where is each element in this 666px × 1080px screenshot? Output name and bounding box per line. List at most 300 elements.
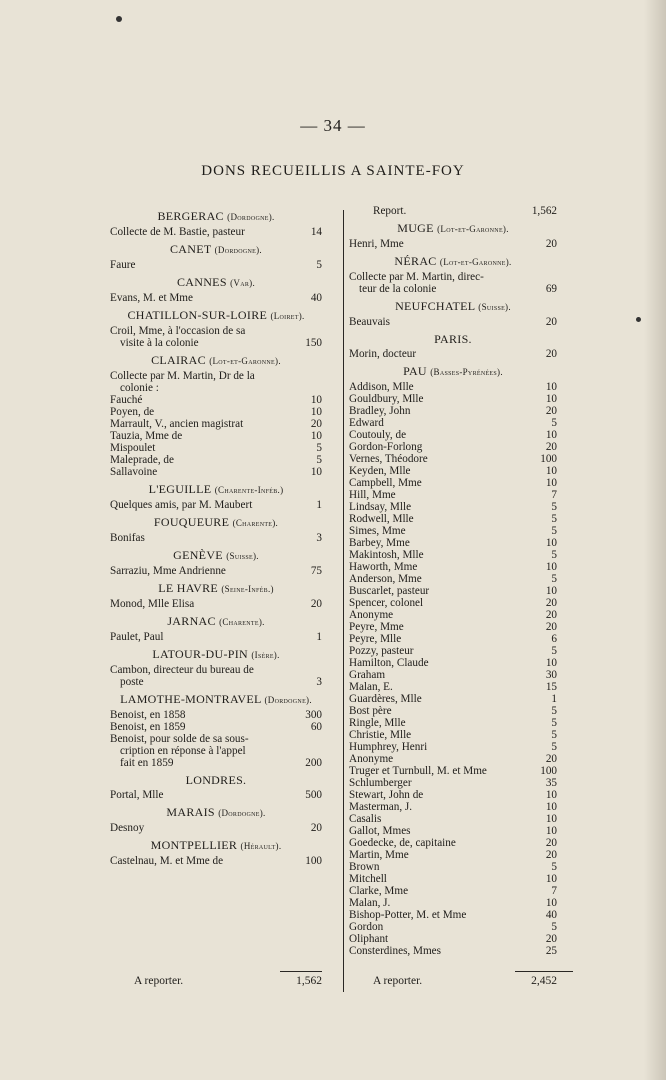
location-name: PAU bbox=[403, 364, 427, 378]
page-number: — 34 — bbox=[300, 116, 366, 135]
donor-name: Malan, J. bbox=[349, 897, 391, 909]
donor-name: Bonifas bbox=[110, 532, 145, 544]
donation-amount: 10 bbox=[545, 477, 557, 489]
donation-row bbox=[349, 453, 557, 465]
donor-name: Desnoy bbox=[110, 822, 145, 834]
donation-row bbox=[110, 226, 322, 238]
total-rule bbox=[280, 971, 322, 972]
donor-name: Mitchell bbox=[349, 873, 387, 885]
donation-row bbox=[349, 909, 557, 921]
donation-amount: 5 bbox=[551, 921, 557, 933]
location-heading bbox=[110, 242, 322, 257]
donor-name: Anonyme bbox=[349, 609, 394, 621]
region-name: (Charente). bbox=[232, 518, 279, 528]
donation-amount: 10 bbox=[545, 873, 557, 885]
donation-amount: 10 bbox=[545, 429, 557, 441]
donation-amount: 1,562 bbox=[531, 205, 557, 217]
donation-amount: 20 bbox=[545, 837, 557, 849]
donation-amount: 100 bbox=[540, 765, 557, 777]
ink-spot bbox=[116, 16, 122, 22]
region-name: (Charente). bbox=[219, 617, 265, 627]
donor-name: Graham bbox=[349, 669, 386, 681]
region-name: (Charente-Inféb.) bbox=[214, 485, 284, 495]
donor-name: Edward bbox=[349, 417, 384, 429]
donation-row bbox=[349, 597, 557, 609]
region-name: (Suisse). bbox=[226, 551, 259, 561]
donation-amount: 10 bbox=[545, 537, 557, 549]
region-name: (Suisse). bbox=[478, 302, 511, 312]
donation-row bbox=[349, 621, 557, 633]
donation-amount: 1 bbox=[551, 693, 557, 705]
donor-name-continued: poste bbox=[120, 676, 144, 688]
donation-amount: 5 bbox=[316, 259, 322, 271]
location-name: BERGERAC bbox=[157, 209, 224, 223]
donation-row bbox=[349, 381, 557, 393]
location-name: PARIS. bbox=[434, 332, 472, 346]
donation-row bbox=[349, 777, 557, 789]
donor-name: Portal, Mlle bbox=[110, 789, 164, 801]
region-name: (Hérault). bbox=[240, 841, 282, 851]
location-name: JARNAC bbox=[167, 614, 216, 628]
donor-name: Guardères, Mlle bbox=[349, 693, 422, 705]
donor-name: Poyen, de bbox=[110, 406, 155, 418]
donor-name: Lindsay, Mlle bbox=[349, 501, 412, 513]
donation-amount: 5 bbox=[316, 454, 322, 466]
donor-name: Beauvais bbox=[349, 316, 391, 328]
donation-amount: 20 bbox=[545, 405, 557, 417]
ink-spot bbox=[636, 317, 641, 322]
donation-row bbox=[349, 705, 557, 717]
donation-row bbox=[110, 466, 322, 478]
donation-row bbox=[349, 765, 557, 777]
donor-name-continued: visite à la colonie bbox=[120, 337, 199, 349]
donation-row bbox=[349, 561, 557, 573]
donor-name: Gordon bbox=[349, 921, 384, 933]
donation-row bbox=[349, 897, 557, 909]
donor-name: Buscarlet, pasteur bbox=[349, 585, 430, 597]
donation-row bbox=[110, 325, 322, 349]
donation-amount: 30 bbox=[545, 669, 557, 681]
donor-name: Gouldbury, Mlle bbox=[349, 393, 424, 405]
location-name: LATOUR-DU-PIN bbox=[152, 647, 249, 661]
donor-name: Haworth, Mme bbox=[349, 561, 418, 573]
donation-amount: 5 bbox=[551, 573, 557, 585]
donation-amount: 20 bbox=[545, 441, 557, 453]
donation-amount: 5 bbox=[551, 549, 557, 561]
donor-name: Hamilton, Claude bbox=[349, 657, 429, 669]
donor-name: Castelnau, M. et Mme de bbox=[110, 855, 224, 867]
donation-amount: 10 bbox=[545, 381, 557, 393]
donor-name: Schlumberger bbox=[349, 777, 412, 789]
donor-name: Sallavoine bbox=[110, 466, 158, 478]
donor-name: Stewart, John de bbox=[349, 789, 424, 801]
donation-amount: 150 bbox=[305, 337, 322, 349]
donation-amount: 40 bbox=[310, 292, 322, 304]
donor-name: Pozzy, pasteur bbox=[349, 645, 414, 657]
left-column bbox=[110, 205, 322, 867]
region-name: (Lot-et-Garonne). bbox=[209, 356, 281, 366]
donation-amount: 7 bbox=[551, 885, 557, 897]
location-heading bbox=[110, 308, 322, 323]
donor-name: Cambon, directeur du bureau de bbox=[110, 664, 254, 676]
donation-row bbox=[349, 885, 557, 897]
donation-amount: 20 bbox=[545, 609, 557, 621]
donation-amount: 10 bbox=[545, 657, 557, 669]
donor-name: Anderson, Mme bbox=[349, 573, 422, 585]
donor-name: Benoist, pour solde de sa sous- bbox=[110, 733, 249, 745]
region-name: (Dordogne). bbox=[214, 245, 262, 255]
donor-name: Hill, Mme bbox=[349, 489, 396, 501]
donation-amount: 35 bbox=[545, 777, 557, 789]
donor-name: Peyre, Mlle bbox=[349, 633, 402, 645]
donation-amount: 10 bbox=[545, 561, 557, 573]
donation-amount: 10 bbox=[545, 789, 557, 801]
location-heading bbox=[110, 275, 322, 290]
donation-row bbox=[349, 693, 557, 705]
donor-name: Morin, docteur bbox=[349, 348, 417, 360]
donor-name: Martin, Mme bbox=[349, 849, 409, 861]
donation-amount: 10 bbox=[545, 813, 557, 825]
donation-row bbox=[349, 645, 557, 657]
location-name: NÉRAC bbox=[394, 254, 437, 268]
donation-row bbox=[349, 393, 557, 405]
region-name: (Dordogne). bbox=[264, 695, 312, 705]
donation-amount: 300 bbox=[305, 709, 322, 721]
donation-row bbox=[110, 418, 322, 430]
location-heading bbox=[110, 353, 322, 368]
donation-amount: 10 bbox=[310, 466, 322, 478]
donation-amount: 5 bbox=[551, 741, 557, 753]
donation-row bbox=[349, 873, 557, 885]
donor-name: Bishop-Potter, M. et Mme bbox=[349, 909, 467, 921]
donation-row bbox=[349, 921, 557, 933]
donation-amount: 20 bbox=[310, 822, 322, 834]
donation-row bbox=[110, 532, 322, 544]
donation-amount: 10 bbox=[310, 430, 322, 442]
donation-amount: 20 bbox=[545, 238, 557, 250]
donor-name: Truger et Turnbull, M. et Mme bbox=[349, 765, 487, 777]
donor-name: Gordon-Forlong bbox=[349, 441, 423, 453]
location-name: FOUQUEURE bbox=[153, 515, 230, 529]
donation-row bbox=[349, 573, 557, 585]
donation-amount: 25 bbox=[545, 945, 557, 957]
location-heading bbox=[110, 614, 322, 629]
donation-amount: 6 bbox=[551, 633, 557, 645]
donor-name-continued: cription en réponse à l'appel bbox=[120, 745, 246, 757]
region-name: (Var). bbox=[230, 278, 255, 288]
donation-row bbox=[110, 664, 322, 688]
donation-amount: 10 bbox=[545, 897, 557, 909]
location-heading bbox=[110, 581, 322, 596]
column-divider bbox=[343, 210, 344, 992]
donor-name: Malan, E. bbox=[349, 681, 393, 693]
donation-row bbox=[110, 454, 322, 466]
donor-name-continued: fait en 1859 bbox=[120, 757, 174, 769]
region-name: (Isère). bbox=[251, 650, 280, 660]
donation-row bbox=[349, 549, 557, 561]
donation-row bbox=[349, 501, 557, 513]
donation-row bbox=[349, 348, 557, 360]
donor-name: Spencer, colonel bbox=[349, 597, 424, 609]
donation-row bbox=[349, 405, 557, 417]
donation-amount: 500 bbox=[305, 789, 322, 801]
donation-amount: 5 bbox=[551, 501, 557, 513]
location-name: CANET bbox=[170, 242, 212, 256]
donor-name: Croil, Mme, à l'occasion de sa bbox=[110, 325, 246, 337]
donation-amount: 20 bbox=[545, 348, 557, 360]
donation-row bbox=[110, 499, 322, 511]
donation-row bbox=[110, 721, 322, 733]
location-name: NEUFCHATEL bbox=[395, 299, 475, 313]
donation-row bbox=[110, 430, 322, 442]
donation-amount: 20 bbox=[310, 418, 322, 430]
donation-amount: 100 bbox=[305, 855, 322, 867]
donor-name: Goedecke, de, capitaine bbox=[349, 837, 456, 849]
donation-row bbox=[349, 513, 557, 525]
location-heading bbox=[349, 254, 557, 269]
donation-row bbox=[349, 825, 557, 837]
location-name: LE HAVRE bbox=[158, 581, 219, 595]
donor-name: Peyre, Mme bbox=[349, 621, 404, 633]
donor-name: Oliphant bbox=[349, 933, 389, 945]
location-name: MONTPELLIER bbox=[150, 838, 238, 852]
carry-forward-label: A reporter. bbox=[373, 975, 423, 987]
location-name: MARAIS bbox=[166, 805, 215, 819]
donation-amount: 20 bbox=[545, 753, 557, 765]
donor-name: Henri, Mme bbox=[349, 238, 404, 250]
donation-amount: 20 bbox=[545, 316, 557, 328]
donation-amount: 10 bbox=[310, 406, 322, 418]
donation-amount: 10 bbox=[545, 801, 557, 813]
donation-row bbox=[110, 855, 322, 867]
donor-name: Humphrey, Henri bbox=[349, 741, 428, 753]
location-name: CANNES bbox=[176, 275, 227, 289]
report-row bbox=[349, 205, 557, 217]
carry-forward-label: A reporter. bbox=[134, 975, 184, 987]
donation-row bbox=[349, 669, 557, 681]
donation-row bbox=[349, 933, 557, 945]
donor-name: Quelques amis, par M. Maubert bbox=[110, 499, 253, 511]
location-heading bbox=[110, 647, 322, 662]
donation-row bbox=[110, 822, 322, 834]
donation-row bbox=[349, 609, 557, 621]
location-name: CHATILLON-SUR-LOIRE bbox=[127, 308, 268, 322]
donation-row bbox=[349, 489, 557, 501]
donor-name: Mispoulet bbox=[110, 442, 156, 454]
donation-row bbox=[349, 537, 557, 549]
donation-amount: 10 bbox=[545, 465, 557, 477]
donation-row bbox=[349, 417, 557, 429]
donor-name: Maleprade, de bbox=[110, 454, 174, 466]
donation-row bbox=[110, 406, 322, 418]
donation-amount: 5 bbox=[551, 513, 557, 525]
donation-amount: 5 bbox=[551, 525, 557, 537]
donor-name: Christie, Mlle bbox=[349, 729, 412, 741]
donor-name: Collecte par M. Martin, direc- bbox=[349, 271, 484, 283]
donation-amount: 15 bbox=[545, 681, 557, 693]
donation-amount: 14 bbox=[310, 226, 322, 238]
location-heading bbox=[110, 838, 322, 853]
donation-row bbox=[349, 717, 557, 729]
donation-row bbox=[349, 681, 557, 693]
donor-name: Keyden, Mlle bbox=[349, 465, 411, 477]
donation-row bbox=[110, 292, 322, 304]
location-heading bbox=[349, 332, 557, 346]
donation-amount: 10 bbox=[545, 585, 557, 597]
location-heading bbox=[349, 299, 557, 314]
donor-name: Evans, M. et Mme bbox=[110, 292, 193, 304]
location-heading bbox=[349, 364, 557, 379]
donor-name: Consterdines, Mmes bbox=[349, 945, 441, 957]
page-title: DONS RECUEILLIS A SAINTE-FOY bbox=[201, 163, 465, 179]
donation-row bbox=[349, 633, 557, 645]
donation-amount: 20 bbox=[545, 621, 557, 633]
donation-amount: 100 bbox=[540, 453, 557, 465]
donation-amount: 20 bbox=[545, 849, 557, 861]
donor-name: Masterman, J. bbox=[349, 801, 413, 813]
carry-forward-total: 2,452 bbox=[531, 975, 557, 987]
donor-name: Rodwell, Mlle bbox=[349, 513, 414, 525]
donation-row bbox=[349, 945, 557, 957]
donation-amount: 5 bbox=[316, 442, 322, 454]
donation-amount: 5 bbox=[551, 861, 557, 873]
donor-name: Ringle, Mlle bbox=[349, 717, 406, 729]
region-name: (Seine-Inféb.) bbox=[221, 584, 274, 594]
donor-name: Addison, Mlle bbox=[349, 381, 414, 393]
donor-name: Gallot, Mmes bbox=[349, 825, 411, 837]
region-name: (Lot-et-Garonne). bbox=[439, 257, 512, 267]
donor-name: Tauzia, Mme de bbox=[110, 430, 183, 442]
donor-name-continued: colonie : bbox=[120, 382, 159, 394]
location-name: LONDRES. bbox=[185, 773, 247, 787]
donation-amount: 10 bbox=[545, 825, 557, 837]
location-heading bbox=[110, 805, 322, 820]
region-name: (Dordogne). bbox=[218, 808, 266, 818]
donation-amount: 75 bbox=[310, 565, 322, 577]
donor-name: Campbell, Mme bbox=[349, 477, 422, 489]
location-name: CLAIRAC bbox=[151, 353, 206, 367]
donation-row bbox=[349, 837, 557, 849]
location-name: L'EGUILLE bbox=[148, 482, 212, 496]
donation-row bbox=[349, 238, 557, 250]
donation-row bbox=[349, 429, 557, 441]
donation-row bbox=[349, 465, 557, 477]
donation-amount: 10 bbox=[545, 393, 557, 405]
donation-row bbox=[349, 657, 557, 669]
location-heading bbox=[110, 482, 322, 497]
donation-amount: 40 bbox=[545, 909, 557, 921]
donor-name: Makintosh, Mlle bbox=[349, 549, 424, 561]
donation-amount: 1 bbox=[316, 631, 322, 643]
donor-name: Barbey, Mme bbox=[349, 537, 410, 549]
donation-row bbox=[349, 477, 557, 489]
donor-name: Marrault, V., ancien magistrat bbox=[110, 418, 244, 430]
donor-name: Vernes, Théodore bbox=[349, 453, 428, 465]
donor-name: Sarraziu, Mme Andrienne bbox=[110, 565, 226, 577]
donation-amount: 3 bbox=[316, 532, 322, 544]
donation-row bbox=[110, 709, 322, 721]
donation-row bbox=[110, 565, 322, 577]
donation-row bbox=[349, 861, 557, 873]
donation-row bbox=[110, 733, 322, 769]
donor-name: Monod, Mlle Elisa bbox=[110, 598, 195, 610]
total-rule bbox=[515, 971, 573, 972]
location-heading bbox=[110, 773, 322, 787]
donation-amount: 20 bbox=[310, 598, 322, 610]
donation-amount: 1 bbox=[316, 499, 322, 511]
donation-amount: 5 bbox=[551, 705, 557, 717]
donation-amount: 7 bbox=[551, 489, 557, 501]
donor-name: Clarke, Mme bbox=[349, 885, 409, 897]
location-heading bbox=[110, 548, 322, 563]
donation-row bbox=[349, 525, 557, 537]
donation-row bbox=[349, 789, 557, 801]
donation-row bbox=[349, 585, 557, 597]
donation-amount: 69 bbox=[545, 283, 557, 295]
donation-row bbox=[349, 316, 557, 328]
donation-row bbox=[349, 801, 557, 813]
donation-row bbox=[110, 598, 322, 610]
right-column bbox=[349, 205, 557, 957]
donation-amount: 5 bbox=[551, 729, 557, 741]
donation-row bbox=[349, 753, 557, 765]
donor-name: Bost père bbox=[349, 705, 392, 717]
donation-amount: 5 bbox=[551, 717, 557, 729]
donor-name: Faure bbox=[110, 259, 136, 271]
region-name: (Lot-et-Garonne). bbox=[437, 224, 509, 234]
donation-row bbox=[110, 789, 322, 801]
donation-amount: 10 bbox=[310, 394, 322, 406]
donation-row bbox=[349, 271, 557, 295]
donor-name-continued: teur de la colonie bbox=[359, 283, 437, 295]
donor-name: Simes, Mme bbox=[349, 525, 406, 537]
page-edge-shadow bbox=[644, 0, 666, 1080]
donor-name: Paulet, Paul bbox=[110, 631, 164, 643]
donation-row bbox=[110, 370, 322, 394]
donor-name: Fauché bbox=[110, 394, 143, 406]
donation-row bbox=[110, 394, 322, 406]
location-name: LAMOTHE-MONTRAVEL bbox=[120, 692, 262, 706]
donor-name: Benoist, en 1859 bbox=[110, 721, 186, 733]
region-name: (Basses-Pyrénées). bbox=[430, 367, 503, 377]
donation-row bbox=[349, 813, 557, 825]
donor-name: Bradley, John bbox=[349, 405, 411, 417]
location-name: GENÈVE bbox=[173, 548, 223, 562]
location-heading bbox=[349, 221, 557, 236]
donor-name: Anonyme bbox=[349, 753, 394, 765]
donation-row bbox=[349, 741, 557, 753]
donation-amount: 20 bbox=[545, 597, 557, 609]
donor-name: Brown bbox=[349, 861, 380, 873]
donation-amount: 3 bbox=[316, 676, 322, 688]
donation-row bbox=[349, 441, 557, 453]
location-heading bbox=[110, 515, 322, 530]
location-heading bbox=[110, 692, 322, 707]
donation-row bbox=[110, 442, 322, 454]
carry-forward-total: 1,562 bbox=[296, 975, 322, 987]
donation-amount: 200 bbox=[305, 757, 322, 769]
donor-name: Coutouly, de bbox=[349, 429, 407, 441]
donor-name: Casalis bbox=[349, 813, 382, 825]
donor-name: Collecte de M. Bastie, pasteur bbox=[110, 226, 245, 238]
donation-row bbox=[110, 631, 322, 643]
location-heading bbox=[110, 209, 322, 224]
region-name: (Dordogne). bbox=[227, 212, 275, 222]
donation-amount: 20 bbox=[545, 933, 557, 945]
donor-name: Collecte par M. Martin, Dr de la bbox=[110, 370, 255, 382]
donation-amount: 5 bbox=[551, 417, 557, 429]
region-name: (Loiret). bbox=[270, 311, 305, 321]
